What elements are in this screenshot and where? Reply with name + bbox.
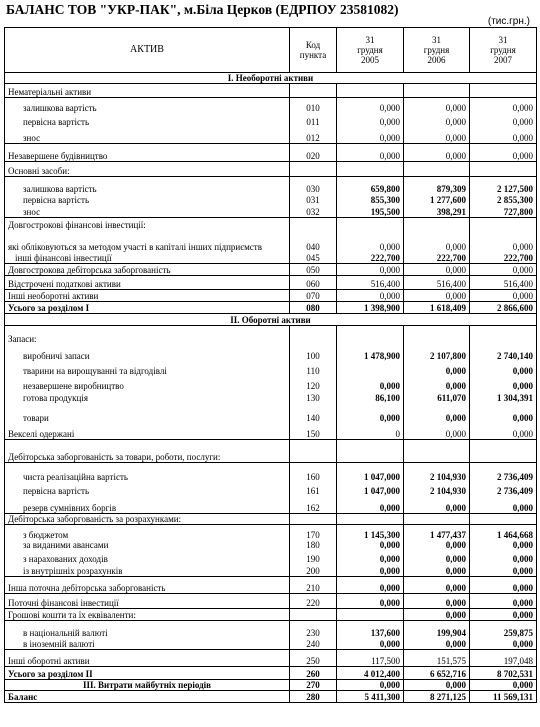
row-label: товари <box>5 403 290 423</box>
value-2007: 727,800 <box>470 205 537 218</box>
value-2007 <box>470 218 537 230</box>
row-label: з бюджетом <box>5 525 290 540</box>
row-code: 030 <box>290 177 337 194</box>
value-2006 <box>404 326 470 344</box>
value-2005 <box>337 361 404 376</box>
value-2007: 197,048 <box>470 650 537 667</box>
row-code: 032 <box>290 205 337 218</box>
table-row <box>5 691 537 703</box>
value-2005 <box>337 326 404 344</box>
row-label: в іноземній валюті <box>5 638 290 650</box>
value-2005: 0,000 <box>337 127 404 144</box>
row-label: з нарахованих доходів <box>5 550 290 564</box>
row-code <box>290 440 337 463</box>
row-label: Поточні фінансові інвестиції <box>5 594 290 609</box>
row-code: 010 <box>290 98 337 113</box>
value-2007: 0,000 <box>470 680 537 691</box>
table-row <box>5 162 537 177</box>
row-code: 210 <box>290 577 337 594</box>
value-2005: 659,800 <box>337 177 404 194</box>
row-label: резерв сумнівних боргів <box>5 496 290 514</box>
row-code: 100 <box>290 344 337 361</box>
value-2005: 1 047,000 <box>337 463 404 482</box>
table-row <box>5 127 537 144</box>
row-label: виробничі запаси <box>5 344 290 361</box>
row-code: 270 <box>290 680 337 691</box>
value-2007: 0,000 <box>470 98 537 113</box>
section-title: II. Оборотні активи <box>5 314 537 326</box>
row-label: Баланс <box>5 691 290 703</box>
row-code: 110 <box>290 361 337 376</box>
value-2005: 195,500 <box>337 205 404 218</box>
value-2006: 0,000 <box>404 540 470 550</box>
value-2006: 0,000 <box>404 376 470 391</box>
value-2007: 259,875 <box>470 621 537 638</box>
value-2006: 6 652,716 <box>404 667 470 680</box>
value-2006: 0,000 <box>404 113 470 127</box>
document-title: БАЛАНС ТОВ "УКР-ПАК", м.Біла Церков (ЕДРПОУ 23581082) <box>6 2 399 17</box>
header-2006: 31 грудня 2006 <box>404 28 470 73</box>
value-2006: 516,400 <box>404 276 470 290</box>
value-2006: 0,000 <box>404 564 470 577</box>
row-label: Грошові кошти та їх еквіваленти: <box>5 609 290 621</box>
row-code: 162 <box>290 496 337 514</box>
value-2005: 0,000 <box>337 144 404 162</box>
table-row <box>5 680 537 691</box>
table-row <box>5 376 537 391</box>
value-2007: 516,400 <box>470 276 537 290</box>
table-row <box>5 391 537 403</box>
row-code: 070 <box>290 290 337 302</box>
table-row <box>5 564 537 577</box>
value-2007 <box>470 84 537 98</box>
value-2005: 0,000 <box>337 264 404 276</box>
row-code: 200 <box>290 564 337 577</box>
value-2007: 0,000 <box>470 113 537 127</box>
table-row <box>5 290 537 302</box>
value-2007: 1 464,668 <box>470 525 537 540</box>
row-code: 161 <box>290 482 337 496</box>
header-2005: 31 грудня 2005 <box>337 28 404 73</box>
value-2005: 86,100 <box>337 391 404 403</box>
value-2007: 2 127,500 <box>470 177 537 194</box>
value-2005: 117,500 <box>337 650 404 667</box>
row-code: 140 <box>290 403 337 423</box>
row-label: інші фінансові інвестиції <box>5 252 290 264</box>
row-label: Незавершене будівництво <box>5 144 290 162</box>
value-2005: 1 047,000 <box>337 482 404 496</box>
table-row <box>5 252 537 264</box>
value-2005: 0,000 <box>337 496 404 514</box>
value-2007 <box>470 162 537 177</box>
value-2005 <box>337 609 404 621</box>
row-label: Нематеріальні активи <box>5 84 290 98</box>
row-label: Дебіторська заборгованість за розрахунками: <box>5 514 290 525</box>
value-2006: 151,575 <box>404 650 470 667</box>
row-code <box>290 162 337 177</box>
value-2007: 0,000 <box>470 144 537 162</box>
value-2007: 0,000 <box>470 230 537 252</box>
row-code: 160 <box>290 463 337 482</box>
table-row <box>5 218 537 230</box>
table-row <box>5 230 537 252</box>
row-label: Інші оборотні активи <box>5 650 290 667</box>
value-2006: 0,000 <box>404 609 470 621</box>
row-label: Усього за розділом II <box>5 667 290 680</box>
table-row <box>5 540 537 550</box>
value-2006: 1 477,437 <box>404 525 470 540</box>
row-label: чиста реалізаційна вартість <box>5 463 290 482</box>
row-label: знос <box>5 205 290 218</box>
value-2006: 0,000 <box>404 127 470 144</box>
row-code: 250 <box>290 650 337 667</box>
table-row <box>5 276 537 290</box>
row-label: Дебіторська заборгованість за товари, роботи, послуги: <box>5 440 290 463</box>
table-row <box>5 194 537 205</box>
row-label: первісна вартість <box>5 482 290 496</box>
value-2006: 0,000 <box>404 638 470 650</box>
table-row <box>5 463 537 482</box>
value-2005: 5 411,300 <box>337 691 404 703</box>
value-2006: 0,000 <box>404 290 470 302</box>
table-row <box>5 264 537 276</box>
row-label: які обліковуються за методом участі в капіталі інших підприємств <box>5 230 290 252</box>
value-2006: 222,700 <box>404 252 470 264</box>
value-2006: 2 104,930 <box>404 482 470 496</box>
row-code: 130 <box>290 391 337 403</box>
value-2005: 0,000 <box>337 564 404 577</box>
row-label: тварини на вирощуванні та відгодівлі <box>5 361 290 376</box>
value-2006: 199,904 <box>404 621 470 638</box>
value-2005 <box>337 514 404 525</box>
row-label: Інші необоротні активи <box>5 290 290 302</box>
value-2006 <box>404 218 470 230</box>
table-header-row <box>5 28 537 73</box>
row-code: 190 <box>290 550 337 564</box>
row-code: 080 <box>290 302 337 314</box>
row-label: III. Витрати майбутніх періодів <box>5 680 290 691</box>
table-row <box>5 621 537 638</box>
row-label: Відстрочені податкові активи <box>5 276 290 290</box>
value-2007: 0,000 <box>470 127 537 144</box>
value-2007: 11 569,131 <box>470 691 537 703</box>
row-code: 280 <box>290 691 337 703</box>
row-label: Усього за розділом I <box>5 302 290 314</box>
row-label: готова продукція <box>5 391 290 403</box>
row-code <box>290 84 337 98</box>
row-label: Запаси: <box>5 326 290 344</box>
value-2006: 0,000 <box>404 230 470 252</box>
value-2007: 0,000 <box>470 564 537 577</box>
table-row <box>5 577 537 594</box>
value-2006: 2 107,800 <box>404 344 470 361</box>
value-2005: 1 398,900 <box>337 302 404 314</box>
value-2007: 0,000 <box>470 550 537 564</box>
table-row <box>5 514 537 525</box>
section-title: I. Необоротні активи <box>5 73 537 84</box>
value-2005: 0,000 <box>337 376 404 391</box>
table-row <box>5 344 537 361</box>
value-2006 <box>404 162 470 177</box>
value-2005: 0,000 <box>337 403 404 423</box>
value-2005: 0,000 <box>337 577 404 594</box>
value-2005: 0,000 <box>337 638 404 650</box>
row-label: Довгострокова дебіторська заборгованість <box>5 264 290 276</box>
table-row <box>5 609 537 621</box>
value-2005: 0,000 <box>337 113 404 127</box>
value-2005: 4 012,400 <box>337 667 404 680</box>
row-label: знос <box>5 127 290 144</box>
table-row <box>5 440 537 463</box>
value-2006: 611,070 <box>404 391 470 403</box>
section-header-row <box>5 314 537 326</box>
value-2006: 0,000 <box>404 594 470 609</box>
table-row <box>5 361 537 376</box>
value-2007: 0,000 <box>470 361 537 376</box>
value-2007: 0,000 <box>470 403 537 423</box>
header-aktiv: АКТИВ <box>5 28 290 73</box>
value-2005: 1 478,900 <box>337 344 404 361</box>
value-2005: 0,000 <box>337 230 404 252</box>
value-2006: 879,309 <box>404 177 470 194</box>
value-2007: 0,000 <box>470 638 537 650</box>
value-2006: 8 271,125 <box>404 691 470 703</box>
value-2005: 0 <box>337 423 404 440</box>
table-row <box>5 205 537 218</box>
value-2005: 855,300 <box>337 194 404 205</box>
row-code: 031 <box>290 194 337 205</box>
row-code: 011 <box>290 113 337 127</box>
row-label: Довгострокові фінансові інвестиції: <box>5 218 290 230</box>
units-note: (тис.грн.) <box>487 16 530 27</box>
row-code <box>290 326 337 344</box>
value-2007: 8 702,531 <box>470 667 537 680</box>
value-2005: 516,400 <box>337 276 404 290</box>
table-row <box>5 594 537 609</box>
value-2007: 0,000 <box>470 594 537 609</box>
row-label: незавершене виробництво <box>5 376 290 391</box>
value-2006: 2 104,930 <box>404 463 470 482</box>
value-2007: 2 736,409 <box>470 482 537 496</box>
value-2006 <box>404 514 470 525</box>
value-2006: 0,000 <box>404 680 470 691</box>
row-label: первісна вартість <box>5 113 290 127</box>
header-code: Код пункта <box>290 28 337 73</box>
value-2007: 0,000 <box>470 577 537 594</box>
balance-table-body <box>5 73 537 703</box>
section-header-row <box>5 73 537 84</box>
value-2006: 0,000 <box>404 264 470 276</box>
row-label: Інша поточна дебіторська заборгованість <box>5 577 290 594</box>
header-2007: 31 грудня 2007 <box>470 28 537 73</box>
value-2005: 0,000 <box>337 540 404 550</box>
value-2007: 2 855,300 <box>470 194 537 205</box>
value-2005: 0,000 <box>337 594 404 609</box>
row-code: 045 <box>290 252 337 264</box>
value-2006 <box>404 84 470 98</box>
table-row <box>5 667 537 680</box>
value-2007: 0,000 <box>470 496 537 514</box>
value-2005: 0,000 <box>337 550 404 564</box>
value-2007: 0,000 <box>470 609 537 621</box>
value-2006: 398,291 <box>404 205 470 218</box>
row-code <box>290 514 337 525</box>
row-label: залишкова вартість <box>5 98 290 113</box>
row-code: 240 <box>290 638 337 650</box>
value-2006: 0,000 <box>404 496 470 514</box>
value-2007: 2 866,600 <box>470 302 537 314</box>
value-2006: 1 618,409 <box>404 302 470 314</box>
value-2006: 0,000 <box>404 423 470 440</box>
value-2005 <box>337 440 404 463</box>
table-row <box>5 326 537 344</box>
value-2005 <box>337 218 404 230</box>
row-label: за виданими авансами <box>5 540 290 550</box>
value-2007 <box>470 440 537 463</box>
table-row <box>5 113 537 127</box>
value-2006: 0,000 <box>404 577 470 594</box>
row-label: в національній валюті <box>5 621 290 638</box>
row-code: 120 <box>290 376 337 391</box>
value-2007: 222,700 <box>470 252 537 264</box>
table-row <box>5 482 537 496</box>
row-code: 260 <box>290 667 337 680</box>
value-2005 <box>337 84 404 98</box>
value-2005 <box>337 162 404 177</box>
row-code <box>290 218 337 230</box>
value-2006: 0,000 <box>404 98 470 113</box>
value-2007: 0,000 <box>470 264 537 276</box>
table-row <box>5 177 537 194</box>
row-code: 020 <box>290 144 337 162</box>
row-code: 050 <box>290 264 337 276</box>
table-row <box>5 98 537 113</box>
value-2006: 0,000 <box>404 550 470 564</box>
table-row <box>5 496 537 514</box>
value-2007: 0,000 <box>470 290 537 302</box>
value-2005: 222,700 <box>337 252 404 264</box>
value-2006: 0,000 <box>404 144 470 162</box>
table-row <box>5 144 537 162</box>
table-row <box>5 302 537 314</box>
table-row <box>5 84 537 98</box>
row-label: із внутрішніх розрахунків <box>5 564 290 577</box>
table-row <box>5 650 537 667</box>
table-row <box>5 525 537 540</box>
value-2005: 0,000 <box>337 290 404 302</box>
row-code: 170 <box>290 525 337 540</box>
value-2007: 0,000 <box>470 423 537 440</box>
value-2007: 0,000 <box>470 540 537 550</box>
value-2007: 2 736,409 <box>470 463 537 482</box>
row-label: Векселі одержані <box>5 423 290 440</box>
value-2005: 1 145,300 <box>337 525 404 540</box>
table-row <box>5 638 537 650</box>
row-label: Основні засоби: <box>5 162 290 177</box>
row-code: 012 <box>290 127 337 144</box>
value-2006: 1 277,600 <box>404 194 470 205</box>
row-code: 150 <box>290 423 337 440</box>
row-label: залишкова вартість <box>5 177 290 194</box>
row-code: 060 <box>290 276 337 290</box>
value-2007: 0,000 <box>470 376 537 391</box>
value-2006 <box>404 440 470 463</box>
row-code: 180 <box>290 540 337 550</box>
row-code: 230 <box>290 621 337 638</box>
value-2005: 0,000 <box>337 98 404 113</box>
value-2005: 137,600 <box>337 621 404 638</box>
value-2007 <box>470 326 537 344</box>
value-2007: 1 304,391 <box>470 391 537 403</box>
balance-table <box>4 27 537 703</box>
value-2007 <box>470 514 537 525</box>
row-label: первісна вартість <box>5 194 290 205</box>
table-row <box>5 423 537 440</box>
value-2006: 0,000 <box>404 361 470 376</box>
row-code: 220 <box>290 594 337 609</box>
value-2007: 2 740,140 <box>470 344 537 361</box>
value-2006: 0,000 <box>404 403 470 423</box>
table-row <box>5 403 537 423</box>
table-row <box>5 550 537 564</box>
value-2005: 0,000 <box>337 680 404 691</box>
row-code <box>290 609 337 621</box>
row-code: 040 <box>290 230 337 252</box>
